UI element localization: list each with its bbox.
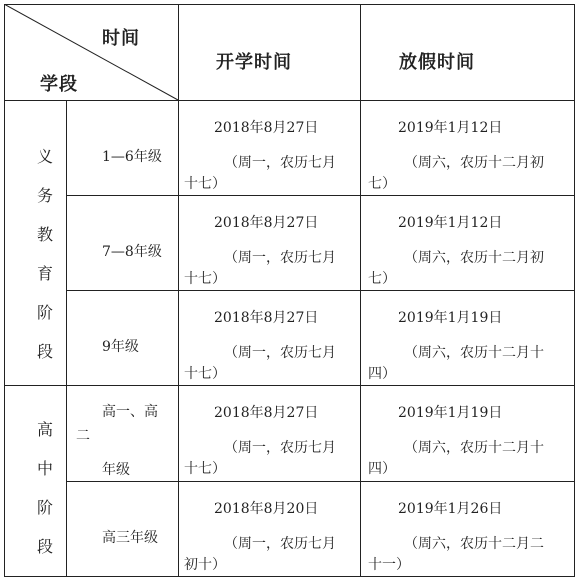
- group-char: 高: [37, 420, 54, 439]
- holiday-date-note-cont: 七）: [368, 176, 396, 192]
- holiday-date: 2019年1月19日: [398, 405, 503, 421]
- group-column-divider: [66, 100, 67, 577]
- group-char: 段: [37, 537, 54, 556]
- start-date-note: （周一，农历七月: [224, 155, 336, 171]
- group-char: 育: [37, 264, 54, 283]
- holiday-date-note-cont: 七）: [368, 271, 396, 287]
- holiday-date-note: （周六，农历十二月二: [404, 536, 544, 552]
- header-diagonal: [4, 4, 179, 101]
- holiday-date-note: （周六，农历十二月初: [404, 250, 544, 266]
- start-date-note: （周一，农历七月: [224, 440, 336, 456]
- start-date: 2018年8月27日: [214, 120, 319, 136]
- holiday-date: 2019年1月12日: [398, 120, 503, 136]
- holiday-date-note-cont: 十一）: [368, 557, 410, 573]
- group-char: 中: [37, 459, 54, 478]
- group-char: 段: [37, 342, 54, 361]
- group-label-high: [37, 420, 53, 576]
- holiday-date: 2019年1月26日: [398, 501, 503, 517]
- start-date-note: （周一，农历七月: [224, 536, 336, 552]
- grade-label: 高三年级: [102, 530, 158, 546]
- school-calendar-table: [4, 4, 575, 577]
- group-char: 阶: [37, 303, 54, 322]
- start-date-note-cont: 十七）: [184, 271, 226, 287]
- grade-label-cont: 年级: [102, 462, 130, 478]
- row-divider: [66, 290, 575, 291]
- grade-label: 9年级: [102, 339, 139, 355]
- group-char: 教: [37, 225, 54, 244]
- column-header-holiday: 放假时间: [399, 52, 475, 73]
- holiday-date-note: （周六，农历十二月十: [404, 345, 544, 361]
- start-date: 2018年8月27日: [214, 310, 319, 326]
- start-date-note-cont: 十七）: [184, 176, 226, 192]
- group-char: 务: [37, 186, 54, 205]
- corner-label-stage: 学段: [40, 74, 78, 95]
- start-date-note: （周一，农历七月: [224, 250, 336, 266]
- row-divider: [66, 195, 575, 196]
- group-divider: [4, 385, 575, 386]
- column-header-start: 开学时间: [216, 52, 292, 73]
- row-divider: [66, 481, 575, 482]
- holiday-date-note: （周六，农历十二月十: [404, 440, 544, 456]
- start-date-note-cont: 十七）: [184, 366, 226, 382]
- start-date: 2018年8月27日: [214, 405, 319, 421]
- start-date-note-cont: 十七）: [184, 461, 226, 477]
- holiday-date-note: （周六，农历十二月初: [404, 155, 544, 171]
- grade-label: 1—6年级: [102, 149, 162, 165]
- holiday-date: 2019年1月19日: [398, 310, 503, 326]
- table-border-right: [574, 4, 575, 577]
- grade-label: 高一、高: [102, 404, 158, 420]
- corner-label-time: 时间: [102, 28, 140, 49]
- holiday-date-note-cont: 四）: [368, 366, 396, 382]
- grade-label-cont: 二: [76, 428, 90, 444]
- grade-label: 7—8年级: [102, 244, 162, 260]
- holiday-date-note-cont: 四）: [368, 461, 396, 477]
- group-char: 阶: [37, 498, 54, 517]
- start-date: 2018年8月20日: [214, 501, 319, 517]
- table-border-bottom: [4, 576, 575, 577]
- start-date-note: （周一，农历七月: [224, 345, 336, 361]
- start-column-divider: [360, 4, 361, 577]
- group-char: 义: [37, 147, 54, 166]
- group-label-compulsory: [37, 147, 53, 381]
- start-date: 2018年8月27日: [214, 215, 319, 231]
- holiday-date: 2019年1月12日: [398, 215, 503, 231]
- start-date-note-cont: 初十）: [184, 557, 226, 573]
